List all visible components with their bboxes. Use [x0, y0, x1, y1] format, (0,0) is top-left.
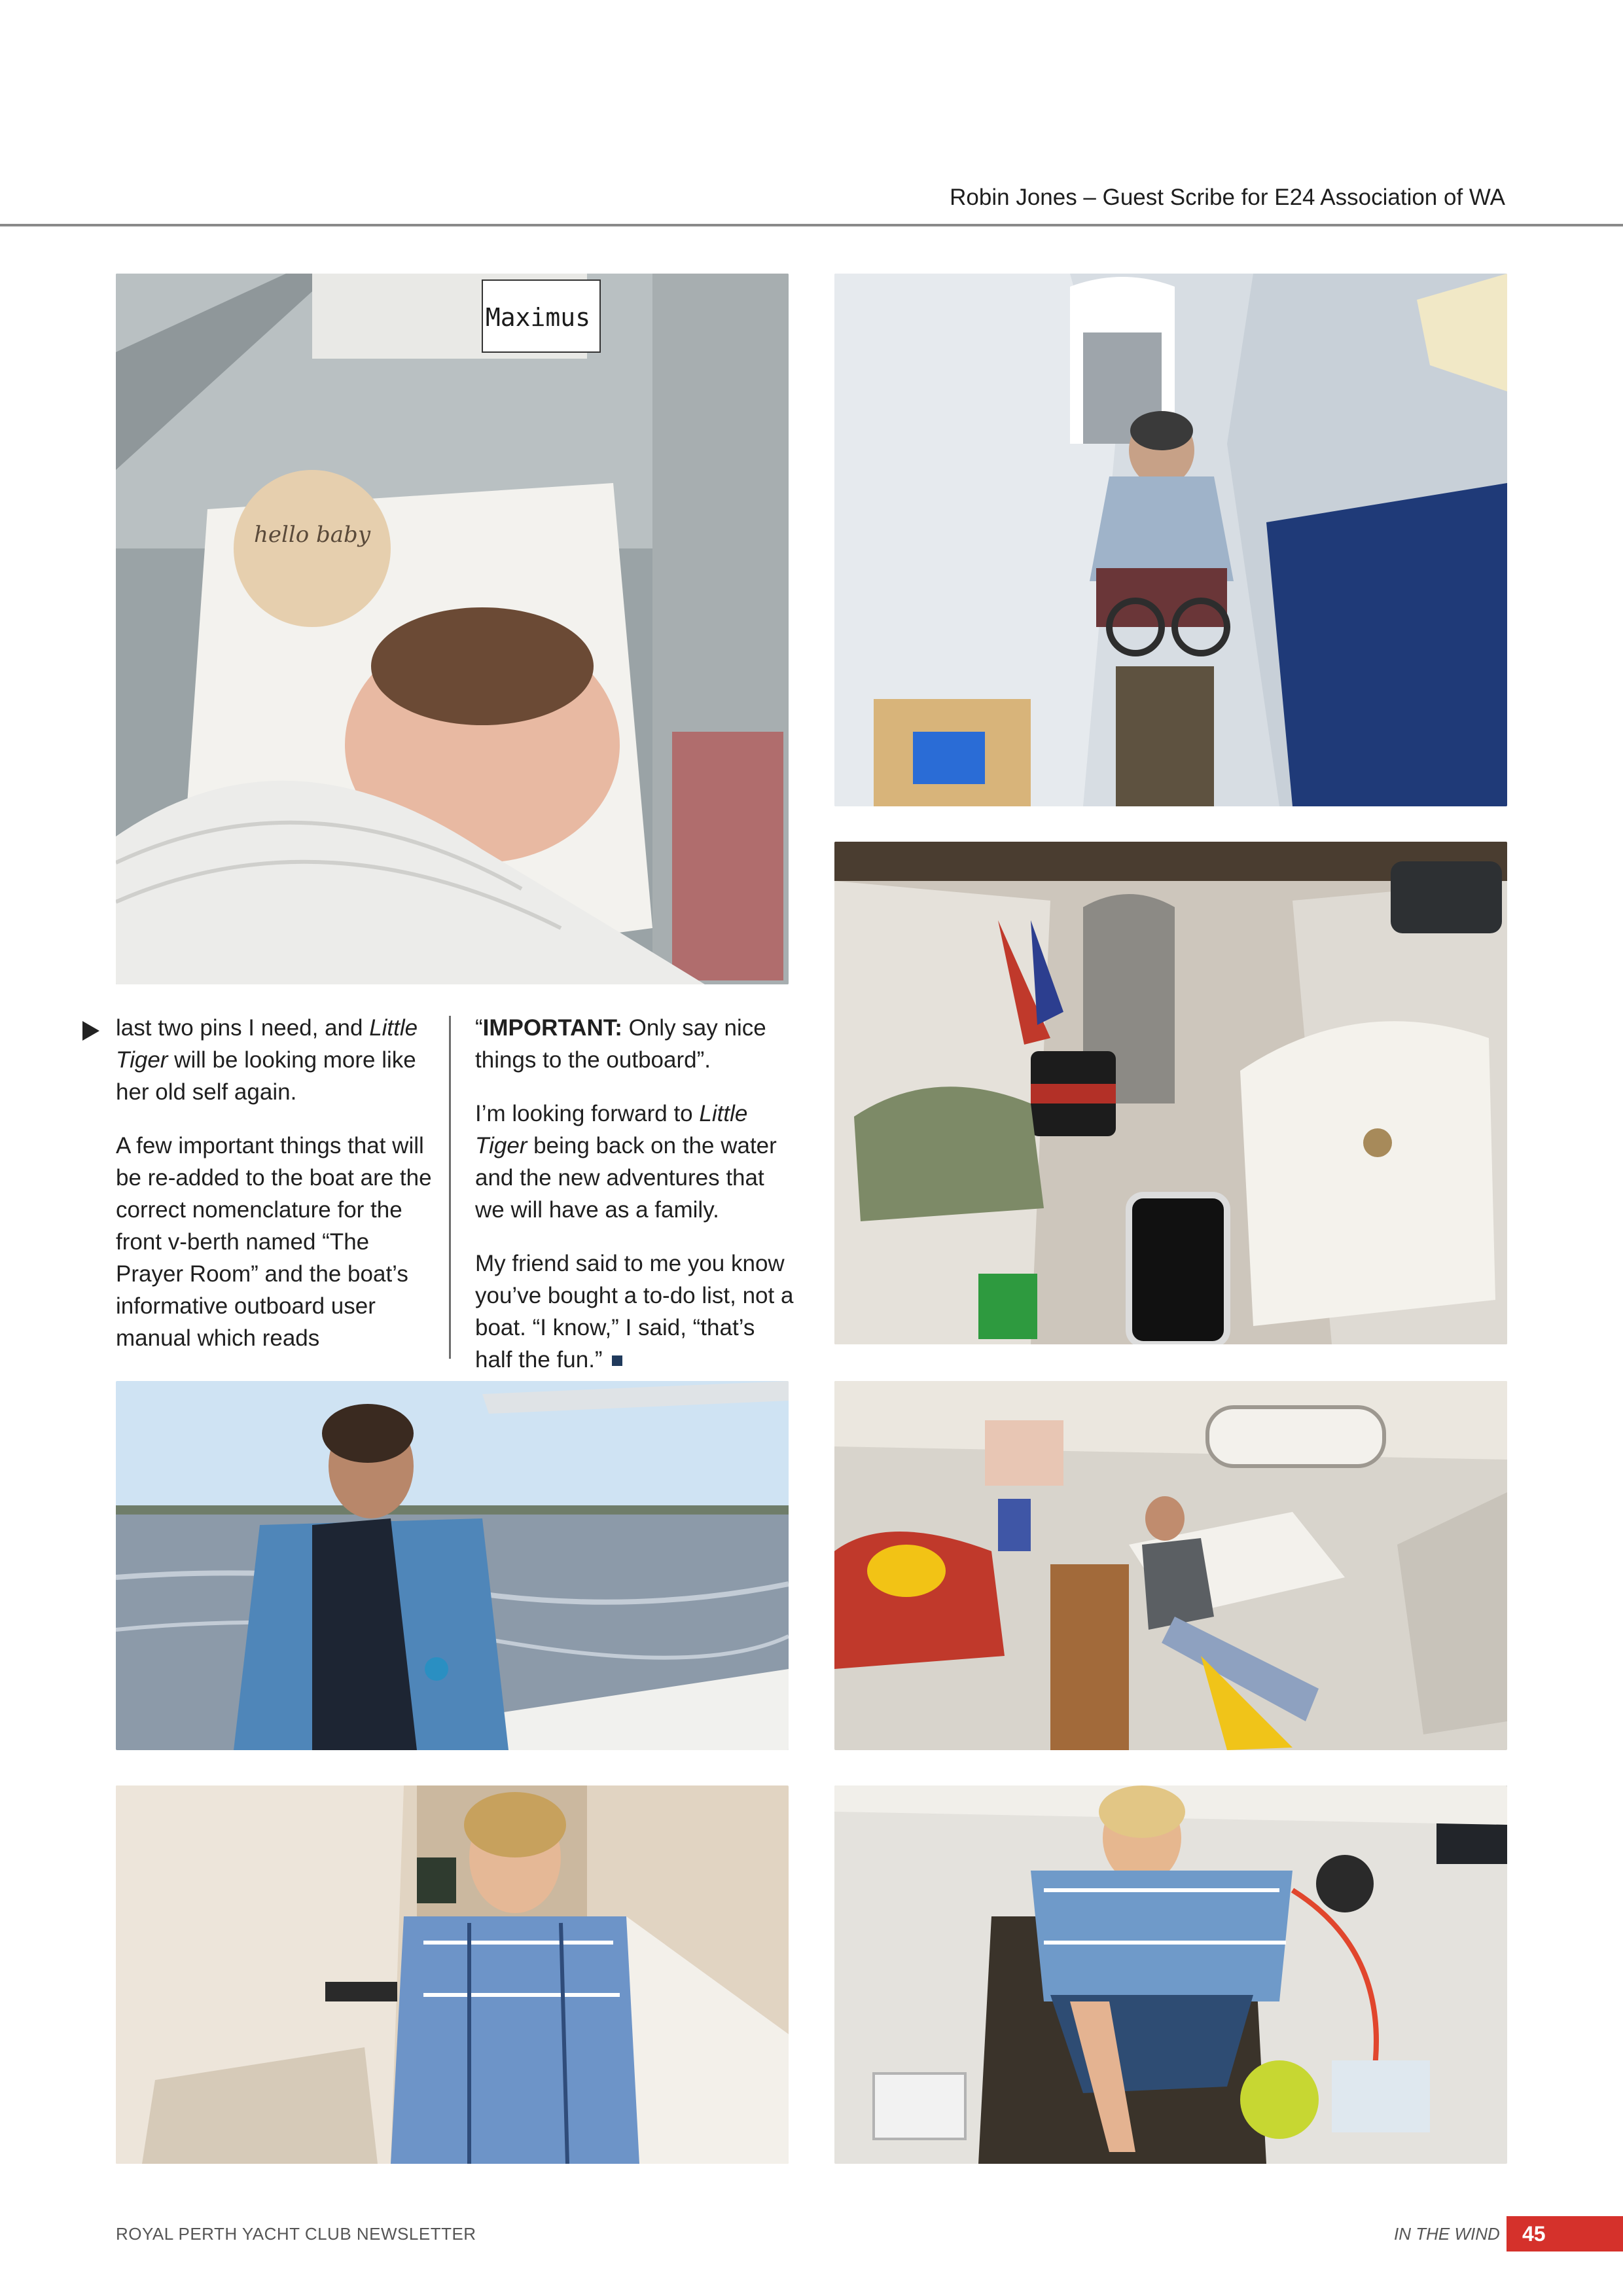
right-text-column: [475, 1012, 796, 1397]
left-paragraph-1: last two pins I need, and Little Tiger will be looking more like her old self again.: [116, 1015, 418, 1105]
end-of-article-mark: [612, 1355, 622, 1366]
photo-woman-climbing-hatch: [834, 1785, 1507, 2164]
hello-baby-plaque: hello baby: [253, 522, 371, 548]
right-paragraph-3: My friend said to me you know you’ve bought a to-do list, not a boat. “I know,” I said, “that’s half the fun.”: [475, 1251, 794, 1372]
baby-name-card: Maximus: [485, 303, 591, 332]
footer-newsletter-name: ROYAL PERTH YACHT CLUB NEWSLETTER: [116, 2224, 476, 2244]
left-text-column: [116, 1012, 437, 1376]
page-number-badge: 45: [1507, 2216, 1623, 2251]
footer-section-name: IN THE WIND: [1394, 2224, 1500, 2244]
photo-man-sailing: [116, 1381, 789, 1750]
header-byline: Robin Jones – Guest Scribe for E24 Association of WA: [950, 185, 1505, 210]
right-paragraph-1: “IMPORTANT: Only say nice things to the outboard”.: [475, 1015, 766, 1073]
photo-woman-in-cabin: [116, 1785, 789, 2164]
photo-newborn-baby: [116, 274, 789, 984]
photo-man-relaxing-berth: [834, 1381, 1507, 1750]
continued-arrow-icon: [82, 1021, 99, 1041]
column-divider: [449, 1016, 451, 1359]
right-paragraph-2: I’m looking forward to Little Tiger being back on the water and the new adventures that we will have as a family.: [475, 1101, 777, 1223]
photo-man-in-cabin: [834, 274, 1507, 806]
photo-cluttered-cabin: [834, 842, 1507, 1344]
left-paragraph-2: A few important things that will be re-added to the boat are the correct nomenclature for the front v-berth named “The Prayer Room” and the boat’s informative outboard user manual which reads: [116, 1133, 432, 1351]
header-rule: [0, 224, 1623, 226]
